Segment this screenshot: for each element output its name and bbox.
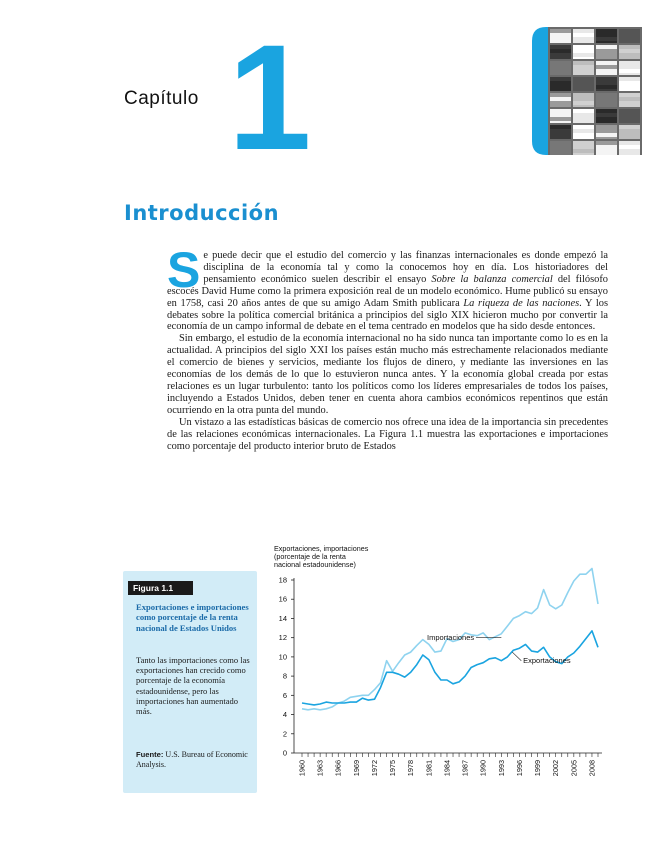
x-tick-label: 1966 bbox=[333, 760, 343, 777]
x-tick-label: 1990 bbox=[478, 760, 488, 777]
x-tick-label: 1987 bbox=[460, 760, 470, 777]
y-tick-label: 0 bbox=[282, 748, 287, 758]
figure-title: Exportaciones e importaciones como porcentaje de la renta nacional de Estados Unidos bbox=[136, 602, 249, 633]
y-axis-label: Exportaciones, importaciones bbox=[274, 544, 369, 553]
x-tick-label: 1972 bbox=[369, 760, 379, 777]
chapter-label: Capítulo bbox=[124, 88, 199, 109]
x-tick-label: 1963 bbox=[315, 760, 325, 777]
section-title: Introducción bbox=[124, 201, 280, 225]
y-axis-label: (porcentaje de la renta bbox=[274, 552, 346, 561]
paragraph-3: Un vistazo a las estadísticas básicas de comercio nos ofrece una idea de la importancia sin precedentes de las relaciones económicas internacionales. La Figura 1.1 muestra las exportaciones e importaciones como porcentaje del producto interior bruto de Estados bbox=[167, 416, 608, 452]
x-tick-label: 1996 bbox=[514, 760, 524, 777]
drop-cap: S bbox=[167, 242, 201, 298]
x-tick-label: 1975 bbox=[388, 760, 398, 777]
y-tick-label: 12 bbox=[278, 633, 287, 643]
y-tick-label: 14 bbox=[278, 613, 287, 623]
y-tick-label: 18 bbox=[278, 575, 287, 585]
figure-source: Fuente: U.S. Bureau of Economic Analysis. bbox=[136, 750, 248, 769]
x-tick-label: 1960 bbox=[297, 760, 307, 777]
x-tick-label: 1981 bbox=[424, 760, 434, 777]
x-tick-label: 2008 bbox=[587, 760, 597, 777]
y-tick-label: 4 bbox=[282, 710, 287, 720]
paragraph-1: Se puede decir que el estudio del comercio y las finanzas internacionales es donde empezó la disciplina de la economía tal y como la conocemos hoy en día. Los historiadores del pensamiento económico suelen describir el ensayo Sobre la balanza comercial del filósofo escocés David Hume como la primera exposición real de un modelo económico. Hume publicó su ensayo en 1758, casi 20 años antes de que su amigo Adam Smith publicara La riqueza de las naciones. Y los debates sobre la política comercial británica a principios del siglo XIX hicieron mucho por convertir la economía de un campo informal de debate en el tema centrado en modelos que ha sido desde entonces. bbox=[167, 242, 608, 333]
y-tick-label: 16 bbox=[278, 594, 287, 604]
chapter-number: 1 bbox=[228, 13, 308, 181]
flags-mosaic-image bbox=[532, 27, 642, 155]
exportaciones-leader bbox=[512, 652, 521, 661]
x-tick-label: 1984 bbox=[442, 760, 452, 777]
x-tick-label: 2002 bbox=[551, 760, 561, 777]
paragraph-2: Sin embargo, el estudio de la economía internacional no ha sido nunca tan importante como lo es en la actualidad. A principios del siglo XXI los países están mucho más estrechamente relacionados mediante el comercio de bienes y servicios, mediante los flujos de dinero, y mediante las inversiones en las economías de los demás de lo que lo estuvieron nunca antes. Y la economía global creada por estas relaciones es un lugar turbulento: tanto los políticos como los líderes empresariales de todos los países, incluyendo a Estados Unidos, deben tener en cuenta ahora cambios económicos repentinos que están ocurriendo en la otra punta del mundo. bbox=[167, 333, 608, 416]
x-tick-label: 1993 bbox=[496, 760, 506, 777]
y-axis-label: nacional estadounidense) bbox=[274, 560, 356, 569]
exportaciones-label: Exportaciones bbox=[523, 656, 571, 666]
y-tick-label: 10 bbox=[278, 652, 287, 662]
x-tick-label: 1969 bbox=[351, 760, 361, 777]
x-tick-label: 1999 bbox=[533, 760, 543, 777]
y-tick-label: 2 bbox=[282, 729, 287, 739]
figure-caption-box bbox=[123, 571, 257, 793]
x-tick-label: 2005 bbox=[569, 760, 579, 777]
x-tick-label: 1978 bbox=[406, 760, 416, 777]
trade-chart bbox=[272, 540, 612, 810]
body-text bbox=[167, 242, 608, 452]
y-tick-label: 8 bbox=[282, 671, 287, 681]
figure-number-tab: Figura 1.1 bbox=[128, 581, 193, 595]
figure-description: Tanto las importaciones como las exportaciones han crecido como porcentaje de la economía estadounidense, pero las importaciones han aumentado más. bbox=[136, 655, 250, 717]
importaciones-label: Importaciones bbox=[427, 633, 475, 643]
y-tick-label: 6 bbox=[282, 690, 287, 700]
